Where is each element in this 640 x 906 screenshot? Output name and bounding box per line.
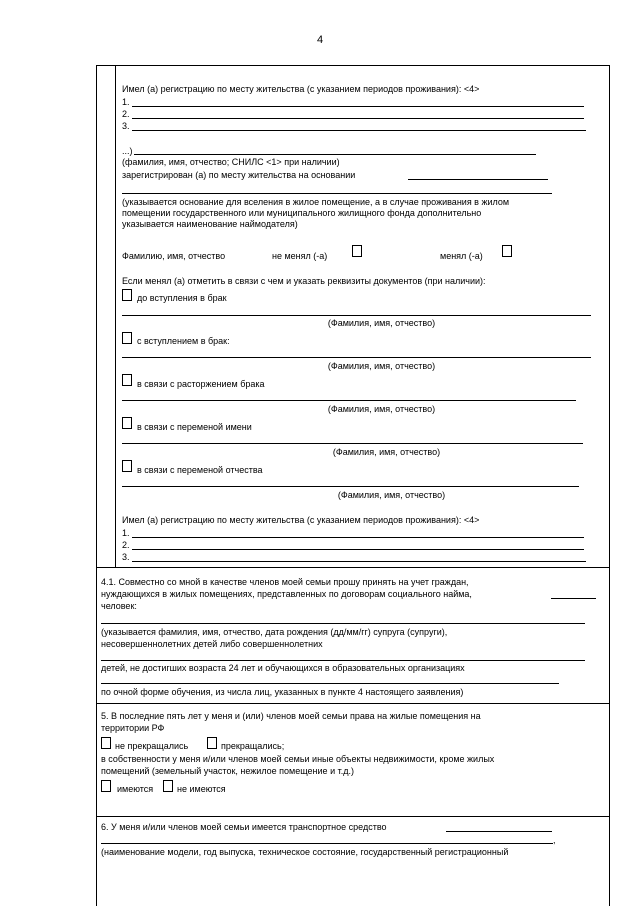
patronymic-change-caption: (Фамилия, имя, отчество) [337, 490, 446, 500]
registration-1-item-3-label: 3. [122, 121, 130, 131]
name-change-checkbox[interactable] [122, 417, 132, 429]
vehicle-field[interactable] [446, 831, 552, 832]
rights-not-stopped-label: не прекращались [115, 741, 189, 751]
changed-label: менял (-а) [440, 251, 483, 261]
registration-2-item-1-field[interactable] [132, 537, 584, 538]
section-divider-4-1 [96, 567, 609, 568]
section-4-1-line-3: человек: [101, 601, 137, 611]
family-members-field-3[interactable] [101, 683, 559, 684]
registered-basis-label: зарегистрирован (а) по месту жительства на основании [122, 170, 356, 180]
patronymic-change-field[interactable] [122, 486, 579, 487]
before-marriage-checkbox[interactable] [122, 289, 132, 301]
not-changed-checkbox[interactable] [352, 245, 362, 257]
table-column-divider [115, 65, 116, 567]
basis-note-line-2: помещении государственного или муниципального жилищного фонда дополнительно [122, 208, 482, 218]
family-members-field-1[interactable] [101, 623, 585, 624]
with-marriage-field[interactable] [122, 357, 591, 358]
section-divider-6 [96, 816, 609, 817]
rights-not-stopped-checkbox[interactable] [101, 737, 111, 749]
person-fio-field[interactable] [134, 154, 536, 155]
registration-2-item-1-label: 1. [122, 528, 130, 538]
section-6-comma: , [553, 835, 556, 845]
name-change-instruction: Если менял (а) отметить в связи с чем и указать реквизиты документов (при наличии): [122, 276, 486, 286]
divorce-field[interactable] [122, 400, 576, 401]
registration-intro-1: Имел (а) регистрацию по месту жительства (с указанием периодов проживания): <4> [122, 84, 480, 94]
divorce-checkbox[interactable] [122, 374, 132, 386]
name-change-reason-label: в связи с переменой имени [137, 422, 252, 432]
with-marriage-caption: (Фамилия, имя, отчество) [327, 361, 436, 371]
patronymic-change-checkbox[interactable] [122, 460, 132, 472]
registration-2-item-2-label: 2. [122, 540, 130, 550]
section-4-1-note-2: несовершеннолетних детей либо совершеннолетних [101, 639, 323, 649]
before-marriage-field[interactable] [122, 315, 591, 316]
property-have-checkbox[interactable] [101, 780, 111, 792]
registration-1-item-1-field[interactable] [132, 106, 584, 107]
person-fio-caption: (фамилия, имя, отчество; СНИЛС <1> при наличии) [122, 157, 340, 167]
registered-basis-field-2[interactable] [122, 193, 552, 194]
property-have-label: имеются [117, 784, 154, 794]
divorce-caption: (Фамилия, имя, отчество) [327, 404, 436, 414]
patronymic-change-label: в связи с переменой отчества [137, 465, 263, 475]
section-6-note: (наименование модели, год выпуска, техническое состояние, государственный регистрационный [101, 847, 509, 857]
registration-intro-2: Имел (а) регистрацию по месту жительства (с указанием периодов проживания): <4> [122, 515, 480, 525]
registration-2-item-3-label: 3. [122, 552, 130, 562]
section-5-line-2: территории РФ [101, 723, 165, 733]
section-6-line-1: 6. У меня и/или членов моей семьи имеется транспортное средство [101, 822, 387, 832]
registration-1-item-2-field[interactable] [132, 118, 584, 119]
with-marriage-label: с вступлением в брак: [137, 336, 230, 346]
section-5-line-3: в собственности у меня и/или членов моей семьи иные объекты недвижимости, кроме жилых [101, 754, 495, 764]
section-5-line-1: 5. В последние пять лет у меня и (или) членов моей семьи права на жилые помещения на [101, 711, 481, 721]
section-4-1-note-4: по очной форме обучения, из числа лиц, указанных в пункте 4 настоящего заявления) [101, 687, 464, 697]
person-prefix: ...) [122, 146, 133, 156]
registered-basis-field[interactable] [408, 179, 548, 180]
divorce-label: в связи с расторжением брака [137, 379, 265, 389]
not-changed-label: не менял (-а) [272, 251, 328, 261]
basis-note-line-1: (указывается основание для вселения в жилое помещение, а в случае проживания в жилом [122, 197, 510, 207]
section-4-1-note-3: детей, не достигших возраста 24 лет и обучающихся в образовательных организациях [101, 663, 465, 673]
page-number: 4 [316, 34, 324, 46]
property-not-have-label: не имеются [177, 784, 226, 794]
registration-2-item-3-field[interactable] [132, 561, 586, 562]
changed-checkbox[interactable] [502, 245, 512, 257]
section-5-line-4: помещений (земельный участок, нежилое помещение и т.д.) [101, 766, 354, 776]
rights-stopped-checkbox[interactable] [207, 737, 217, 749]
before-marriage-caption: (Фамилия, имя, отчество) [327, 318, 436, 328]
registration-1-item-1-label: 1. [122, 97, 130, 107]
name-change-reason-caption: (Фамилия, имя, отчество) [332, 447, 441, 457]
with-marriage-checkbox[interactable] [122, 332, 132, 344]
family-members-field-2[interactable] [101, 660, 585, 661]
registration-2-item-2-field[interactable] [132, 549, 584, 550]
property-not-have-checkbox[interactable] [163, 780, 173, 792]
section-4-1-line-1: 4.1. Совместно со мной в качестве членов моей семьи прошу принять на учет граждан, [101, 577, 469, 587]
before-marriage-label: до вступления в брак [137, 293, 227, 303]
registration-1-item-3-field[interactable] [132, 130, 586, 131]
name-change-reason-field[interactable] [122, 443, 583, 444]
section-4-1-line-2: нуждающихся в жилых помещениях, представленных по договорам социального найма, [101, 589, 472, 599]
section-divider-5 [96, 703, 609, 704]
registration-1-item-2-label: 2. [122, 109, 130, 119]
family-count-field[interactable] [551, 598, 596, 599]
vehicle-details-field[interactable] [101, 843, 553, 844]
basis-note-line-3: указывается наименование наймодателя) [122, 219, 298, 229]
name-change-label: Фамилию, имя, отчество [122, 251, 226, 261]
section-4-1-note-1: (указывается фамилия, имя, отчество, дата рождения (дд/мм/гг) супруга (супруги), [101, 627, 448, 637]
rights-stopped-label: прекращались; [221, 741, 285, 751]
